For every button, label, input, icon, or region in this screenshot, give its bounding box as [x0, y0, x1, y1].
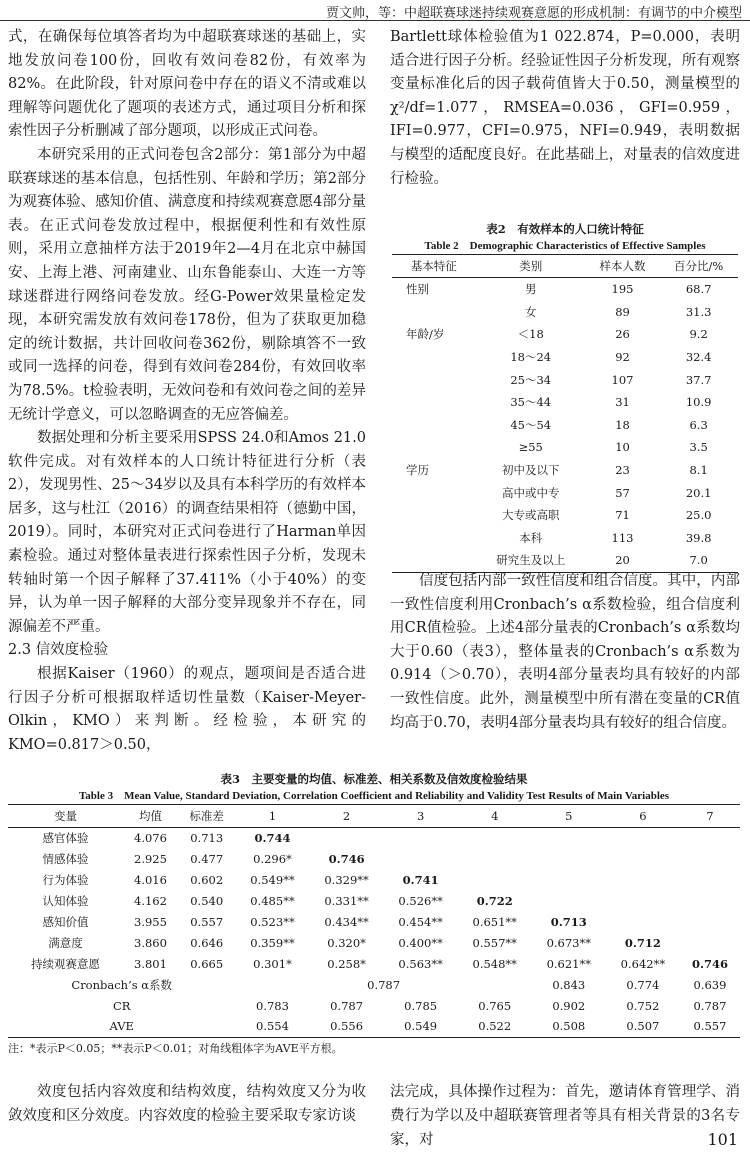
table-3-cell [606, 912, 680, 933]
table-2-cell: 20 [586, 549, 659, 572]
table-2-header-cell: 百分比/% [659, 255, 738, 278]
table-3-row-label: CR [112, 998, 131, 1013]
table-2-cell: 68.7 [685, 282, 712, 297]
table-row [392, 323, 738, 346]
table-3-cell: 0.522 [458, 1016, 532, 1037]
table-3-cell: 0.507 [606, 1016, 680, 1037]
table-3-cell: 0.646 [190, 935, 224, 950]
table-2-cell: 35～44 [510, 395, 552, 410]
running-header: 贾文帅，等：中超联赛球迷持续观赛意愿的形成机制：有调节的中介模型 [325, 6, 742, 21]
table-3-cell [606, 891, 680, 912]
table-3-row-label: AVE [8, 1016, 235, 1037]
table-2-cell: ＜18 [517, 327, 544, 342]
table-3-cell: 0.296* [253, 852, 292, 867]
table-3-cell [532, 849, 606, 870]
table-3-cell: 0.673** [546, 935, 592, 950]
table-3-cell: 0.548** [472, 956, 517, 971]
table-3-cell: 0.508 [532, 1016, 606, 1037]
table-2-cell: 18 [615, 417, 630, 432]
table-2-cell: 女 [524, 304, 537, 319]
table-3-cell: 0.477 [190, 852, 224, 867]
table-2-cell: 学历 [406, 463, 429, 478]
table-3-cell: 0.621** [546, 956, 592, 971]
table-3-cell [532, 870, 606, 891]
table-3-cell: 0.554 [235, 1016, 309, 1037]
table-3-cell [680, 828, 740, 849]
table-3-cell [680, 932, 740, 953]
table-3-cell [384, 849, 458, 870]
table-2-cell [392, 527, 476, 550]
page-number: 101 [707, 1130, 738, 1149]
table-2-cell [392, 368, 476, 391]
table-2-cell: 6.3 [689, 417, 708, 432]
table-3-cell [384, 828, 458, 849]
table-3-cell: 0.602 [190, 873, 224, 888]
right-paragraph-2: 信度包括内部一致性信度和组合信度。其中，内部一致性信度利用Cronbach’s α系数检验，组合信度利用CR值检验。上述4部分量表的Cronbach’s α系数均大于0.60（表3），整体量表的Cronbach’s α系数为0.914（＞0.70），表明4部分量表均具有较好的内部一致性信度。此外，测量模型中所有潜在变量的CR值均高于0.70，表明4部分量表均具有较好的组合信度。 [390, 573, 740, 731]
table-3-cell: 0.301* [253, 956, 292, 971]
table-3-note: 注：*表示P＜0.05；**表示P＜0.01；对角线粗体字为AVE平方根。 [8, 1042, 343, 1055]
table-3-cell: 0.741 [402, 873, 439, 888]
table-row [8, 891, 740, 912]
table-3-cell: 0.713 [190, 831, 224, 846]
bottom-left-paragraph: 效度包括内容效度和结构效度，结构效度又分为收敛效度和区分效度。内容效度的检验主要采取专家访谈 [8, 1084, 366, 1124]
table-3-caption-en: Table 3 Mean Value, Standard Deviation, Correlation Coefficient and Reliability and Validity Test Results of Main Variables [78, 790, 670, 802]
table-3-cell: 2.925 [134, 852, 167, 867]
table-3-cell: 0.400** [398, 935, 443, 950]
table-2-cell: 71 [615, 508, 630, 523]
table-2-cell [392, 346, 476, 369]
table-row [392, 278, 738, 301]
table-3-cell: 0.540 [190, 894, 224, 909]
table-2-cell: 男 [524, 282, 537, 297]
table-row [8, 828, 740, 849]
table-row [392, 346, 738, 369]
table-3-cell [458, 870, 532, 891]
table-row [392, 527, 738, 550]
table-3-cell: 0.765 [478, 998, 512, 1013]
table-2-cell [392, 504, 476, 527]
table-3-cell: 0.434** [324, 915, 369, 929]
table-2-cell [392, 301, 476, 324]
table-2-cell: 45～54 [510, 417, 552, 432]
table-2-cell: 初中及以下 [501, 463, 560, 478]
table-3 [8, 770, 740, 1038]
table-2-grid [392, 254, 738, 573]
table-3-cell: 0.787 [367, 977, 401, 992]
table-3-header-cell: 标准差 [178, 805, 236, 828]
reliability-paragraph-wrap [390, 570, 740, 735]
table-2-header-cell: 类别 [476, 255, 586, 278]
table-3-cell: 认知体验 [42, 894, 89, 909]
table-3-cell: 0.752 [626, 998, 660, 1013]
table-3-grid [8, 804, 740, 1038]
table-2-header-cell: 样本人数 [586, 255, 659, 278]
table-3-cell: 3.955 [134, 915, 167, 929]
table-2-cell: 37.7 [685, 372, 712, 387]
table-2-caption-en: Table 2 Demographic Characteristics of Effective Samples [424, 240, 706, 252]
table-3-cell: 0.454** [398, 915, 443, 929]
table-2-cell: 25.0 [685, 508, 712, 523]
section-heading: 2.3 信效度检验 [8, 642, 109, 659]
right-paragraph-1: Bartlett球体检验值为1 022.874，P=0.000，表明适合进行因子分析。经验证性因子分析发现，所有观察变量标准化后的因子载荷值皆大于0.50，测量模型的χ²/df=1.077，RMSEA=0.036，GFI=0.959，IFI=0.977，CFI=0.975，NFI=0.949，表明数据与模型的适配度良好。在此基础上，对量表的信效度进行检验。 [390, 29, 740, 187]
table-3-cell [680, 870, 740, 891]
table-2-cell: 25～34 [510, 372, 552, 387]
table-3-header-cell: 4 [458, 805, 532, 828]
table-3-header-cell: 均值 [123, 805, 178, 828]
table-3-cell: 满意度 [48, 935, 83, 950]
table-3-cell [680, 849, 740, 870]
table-row [392, 391, 738, 414]
table-3-cell: 0.712 [624, 935, 661, 950]
table-3-cell: 0.746 [328, 852, 365, 867]
table-row [392, 414, 738, 437]
table-3-header-cell: 3 [384, 805, 458, 828]
table-row [8, 912, 740, 933]
table-2-cell: 32.4 [685, 350, 712, 365]
left-paragraph-3: 数据处理和分析主要采用SPSS 24.0和Amos 21.0软件完成。对有效样本的人口统计特征进行分析（表2），发现男性、25～34岁以及具有本科学历的有效样本居多，这与杜江（2016）的调查结果相符（德勤中国，2019）。同时，本研究对正式问卷进行了Harman单因素检验。通过对整体量表进行探索性因子分析，发现未转轴时第一个因子解释了37.411%（小于40%）的变异，认为单一因子解释的大部分变异现象并不存在，同源偏差不严重。 [8, 430, 366, 635]
table-3-cell: 0.787 [693, 998, 727, 1013]
table-2-header-cell: 基本特征 [392, 255, 476, 278]
table-3-cell [680, 891, 740, 912]
table-3-cell: 3.801 [134, 956, 167, 971]
left-paragraph-2: 本研究采用的正式问卷包含2部分：第1部分为中超联赛球迷的基本信息，包括性别、年龄和学历；第2部分为观赛体验、感知价值、满意度和持续观赛意愿4部分量表。在正式问卷发放过程中，根据便利性和有效性原则，采用立意抽样方法于2019年2—4月在北京中赫国安、上海上港、河南建业、山东鲁能泰山、大连一方等球迷群进行网络问卷发放。经G-Power效果量检定发现，本研究需发放有效问卷178份，但为了获取更加稳定的统计数据，共计回收问卷362份，剔除填答不一致或同一选择的问卷，得到有效问卷284份，有效回收率为78.5%。t检验表明，无效问卷和有效问卷之间的差异无统计学意义，可以忽略调查的无应答偏差。 [8, 146, 366, 423]
table-2-cell: 10.9 [685, 395, 712, 410]
table-3-cell: 0.549** [250, 873, 295, 888]
table-3-cell: 0.556 [310, 1016, 384, 1037]
table-3-cell: 0.639 [693, 977, 727, 992]
table-2-cell [392, 481, 476, 504]
table-2-cell: 年龄/岁 [406, 327, 445, 342]
table-3-cell: 0.783 [256, 998, 289, 1013]
table-2-cell: 89 [615, 304, 630, 319]
table-3-cell: 0.485** [250, 894, 295, 909]
table-3-cell: 0.642** [620, 956, 666, 971]
table-3-cell [310, 828, 384, 849]
table-2-cell: 研究生及以上 [476, 549, 586, 572]
table-row [8, 953, 740, 974]
table-row [392, 436, 738, 459]
table-2-cell: 10 [615, 440, 630, 455]
table-2-cell: 195 [611, 282, 634, 297]
table-3-cell [606, 849, 680, 870]
table-3-cell: 0.549 [384, 1016, 458, 1037]
right-column [390, 26, 740, 191]
table-3-cell: 行为体验 [42, 873, 89, 888]
table-2-cell: 本科 [519, 530, 543, 545]
table-3-header-cell: 1 [235, 805, 309, 828]
table-3-cell: 0.843 [552, 977, 586, 992]
table-row [8, 849, 740, 870]
table-row [392, 301, 738, 324]
table-3-cell [532, 828, 606, 849]
table-3-cell: 0.557 [190, 915, 224, 929]
table-3-row-label: Cronbach’s α系数 [71, 977, 173, 992]
table-2-cell: 26 [615, 327, 630, 342]
table-2-cell: 7.0 [659, 549, 738, 572]
table-3-cell [606, 828, 680, 849]
table-2-cell [392, 549, 476, 572]
table-3-cell: 0.523** [250, 915, 295, 929]
table-2-cell: 39.8 [685, 530, 712, 545]
table-row [8, 995, 740, 1016]
table-3-cell: 0.665 [190, 956, 224, 971]
table-3-header-cell: 5 [532, 805, 606, 828]
table-3-cell: 4.162 [134, 894, 167, 909]
table-2-cell: 57 [615, 485, 630, 500]
table-2-cell: 3.5 [689, 440, 708, 455]
table-3-cell: 0.785 [404, 998, 438, 1013]
table-2-cell [392, 391, 476, 414]
table-2 [392, 220, 738, 573]
table-3-cell: 0.320* [327, 935, 366, 950]
table-3-cell [458, 849, 532, 870]
table-3-cell: 0.651** [472, 915, 517, 929]
table-2-cell: 31 [615, 395, 630, 410]
table-2-cell: ≥55 [518, 440, 543, 455]
table-3-cell: 0.526** [398, 894, 443, 909]
table-3-cell: 0.902 [552, 998, 586, 1013]
table-2-cell: 8.1 [689, 463, 708, 478]
table-3-header-cell: 6 [606, 805, 680, 828]
table-row [392, 368, 738, 391]
table-3-cell: 0.713 [550, 915, 587, 929]
table-row [8, 974, 740, 995]
table-3-cell: 0.359** [250, 935, 295, 950]
header-rule [0, 20, 750, 21]
table-2-cell [392, 414, 476, 437]
table-2-cell: 23 [615, 463, 630, 478]
table-2-cell: 20.1 [685, 485, 712, 500]
table-3-cell [532, 891, 606, 912]
left-paragraph-1: 式，在确保每位填答者均为中超联赛球迷的基础上，实地发放问卷100份，回收有效问卷82份，有效率为82%。在此阶段，针对原问卷中存在的语义不清或难以理解等问题优化了题项的表述方式，通过项目分析和探索性因子分析删减了部分题项，以形成正式问卷。 [8, 29, 366, 140]
bottom-right-paragraph: 法完成，具体操作过程为：首先，邀请体育管理学、消费行为学以及中超联赛管理者等具有相关背景的3名专家，对 [390, 1084, 740, 1148]
table-2-cell: 9.2 [689, 327, 708, 342]
table-3-cell: 0.563** [398, 956, 443, 971]
table-2-caption-cn: 表2 有效样本的人口统计特征 [486, 222, 644, 236]
table-2-cell: 92 [615, 350, 630, 365]
table-3-cell: 感知价值 [42, 915, 89, 929]
table-3-cell [680, 912, 740, 933]
table-3-header-cell: 变量 [8, 805, 123, 828]
table-3-cell: 0.787 [330, 998, 364, 1013]
table-2-cell: 113 [611, 530, 634, 545]
table-row [392, 481, 738, 504]
table-3-cell: 持续观赛意愿 [31, 956, 101, 971]
bottom-right-text [390, 1080, 740, 1152]
table-3-cell: 3.860 [134, 935, 167, 950]
table-3-cell: 0.774 [626, 977, 660, 992]
table-2-cell: 31.3 [685, 304, 712, 319]
table-3-cell: 4.076 [134, 831, 167, 846]
table-2-cell: 18～24 [510, 350, 552, 365]
table-3-cell: 0.746 [691, 956, 728, 971]
table-2-cell: 107 [611, 372, 634, 387]
table-row [8, 932, 740, 953]
table-2-cell: 大专或高职 [501, 508, 560, 523]
table-row [8, 870, 740, 891]
table-row [392, 549, 738, 572]
table-3-cell [606, 870, 680, 891]
table-3-caption-cn: 表3 主要变量的均值、标准差、相关系数及信效度检验结果 [220, 772, 528, 786]
table-2-cell: 高中或中专 [501, 485, 560, 500]
bottom-left-text [8, 1080, 366, 1128]
table-3-cell: 4.016 [134, 873, 167, 888]
table-3-header-cell: 2 [310, 805, 384, 828]
table-3-cell: 0.722 [476, 894, 513, 909]
table-3-cell: 0.557 [680, 1016, 740, 1037]
table-row [392, 459, 738, 482]
table-3-cell: 0.557** [472, 935, 517, 950]
table-row [392, 504, 738, 527]
table-3-cell: 0.329** [324, 873, 369, 888]
table-3-cell: 0.258* [327, 956, 366, 971]
table-3-header-cell: 7 [680, 805, 740, 828]
table-3-cell: 0.744 [254, 831, 291, 846]
table-3-cell: 情感体验 [42, 852, 89, 867]
table-2-cell: 性别 [406, 282, 429, 297]
table-row [8, 1016, 740, 1037]
table-3-cell: 感官体验 [42, 831, 89, 846]
table-2-cell [392, 436, 476, 459]
table-3-cell: 0.331** [324, 894, 369, 909]
left-paragraph-4: 根据Kaiser（1960）的观点，题项间是否适合进行因子分析可根据取样适切性量数（Kaiser-Meyer-Olkin，KMO）来判断。经检验，本研究的KMO=0.817＞0.50， [8, 666, 366, 753]
table-3-cell [458, 828, 532, 849]
left-column [8, 26, 366, 757]
